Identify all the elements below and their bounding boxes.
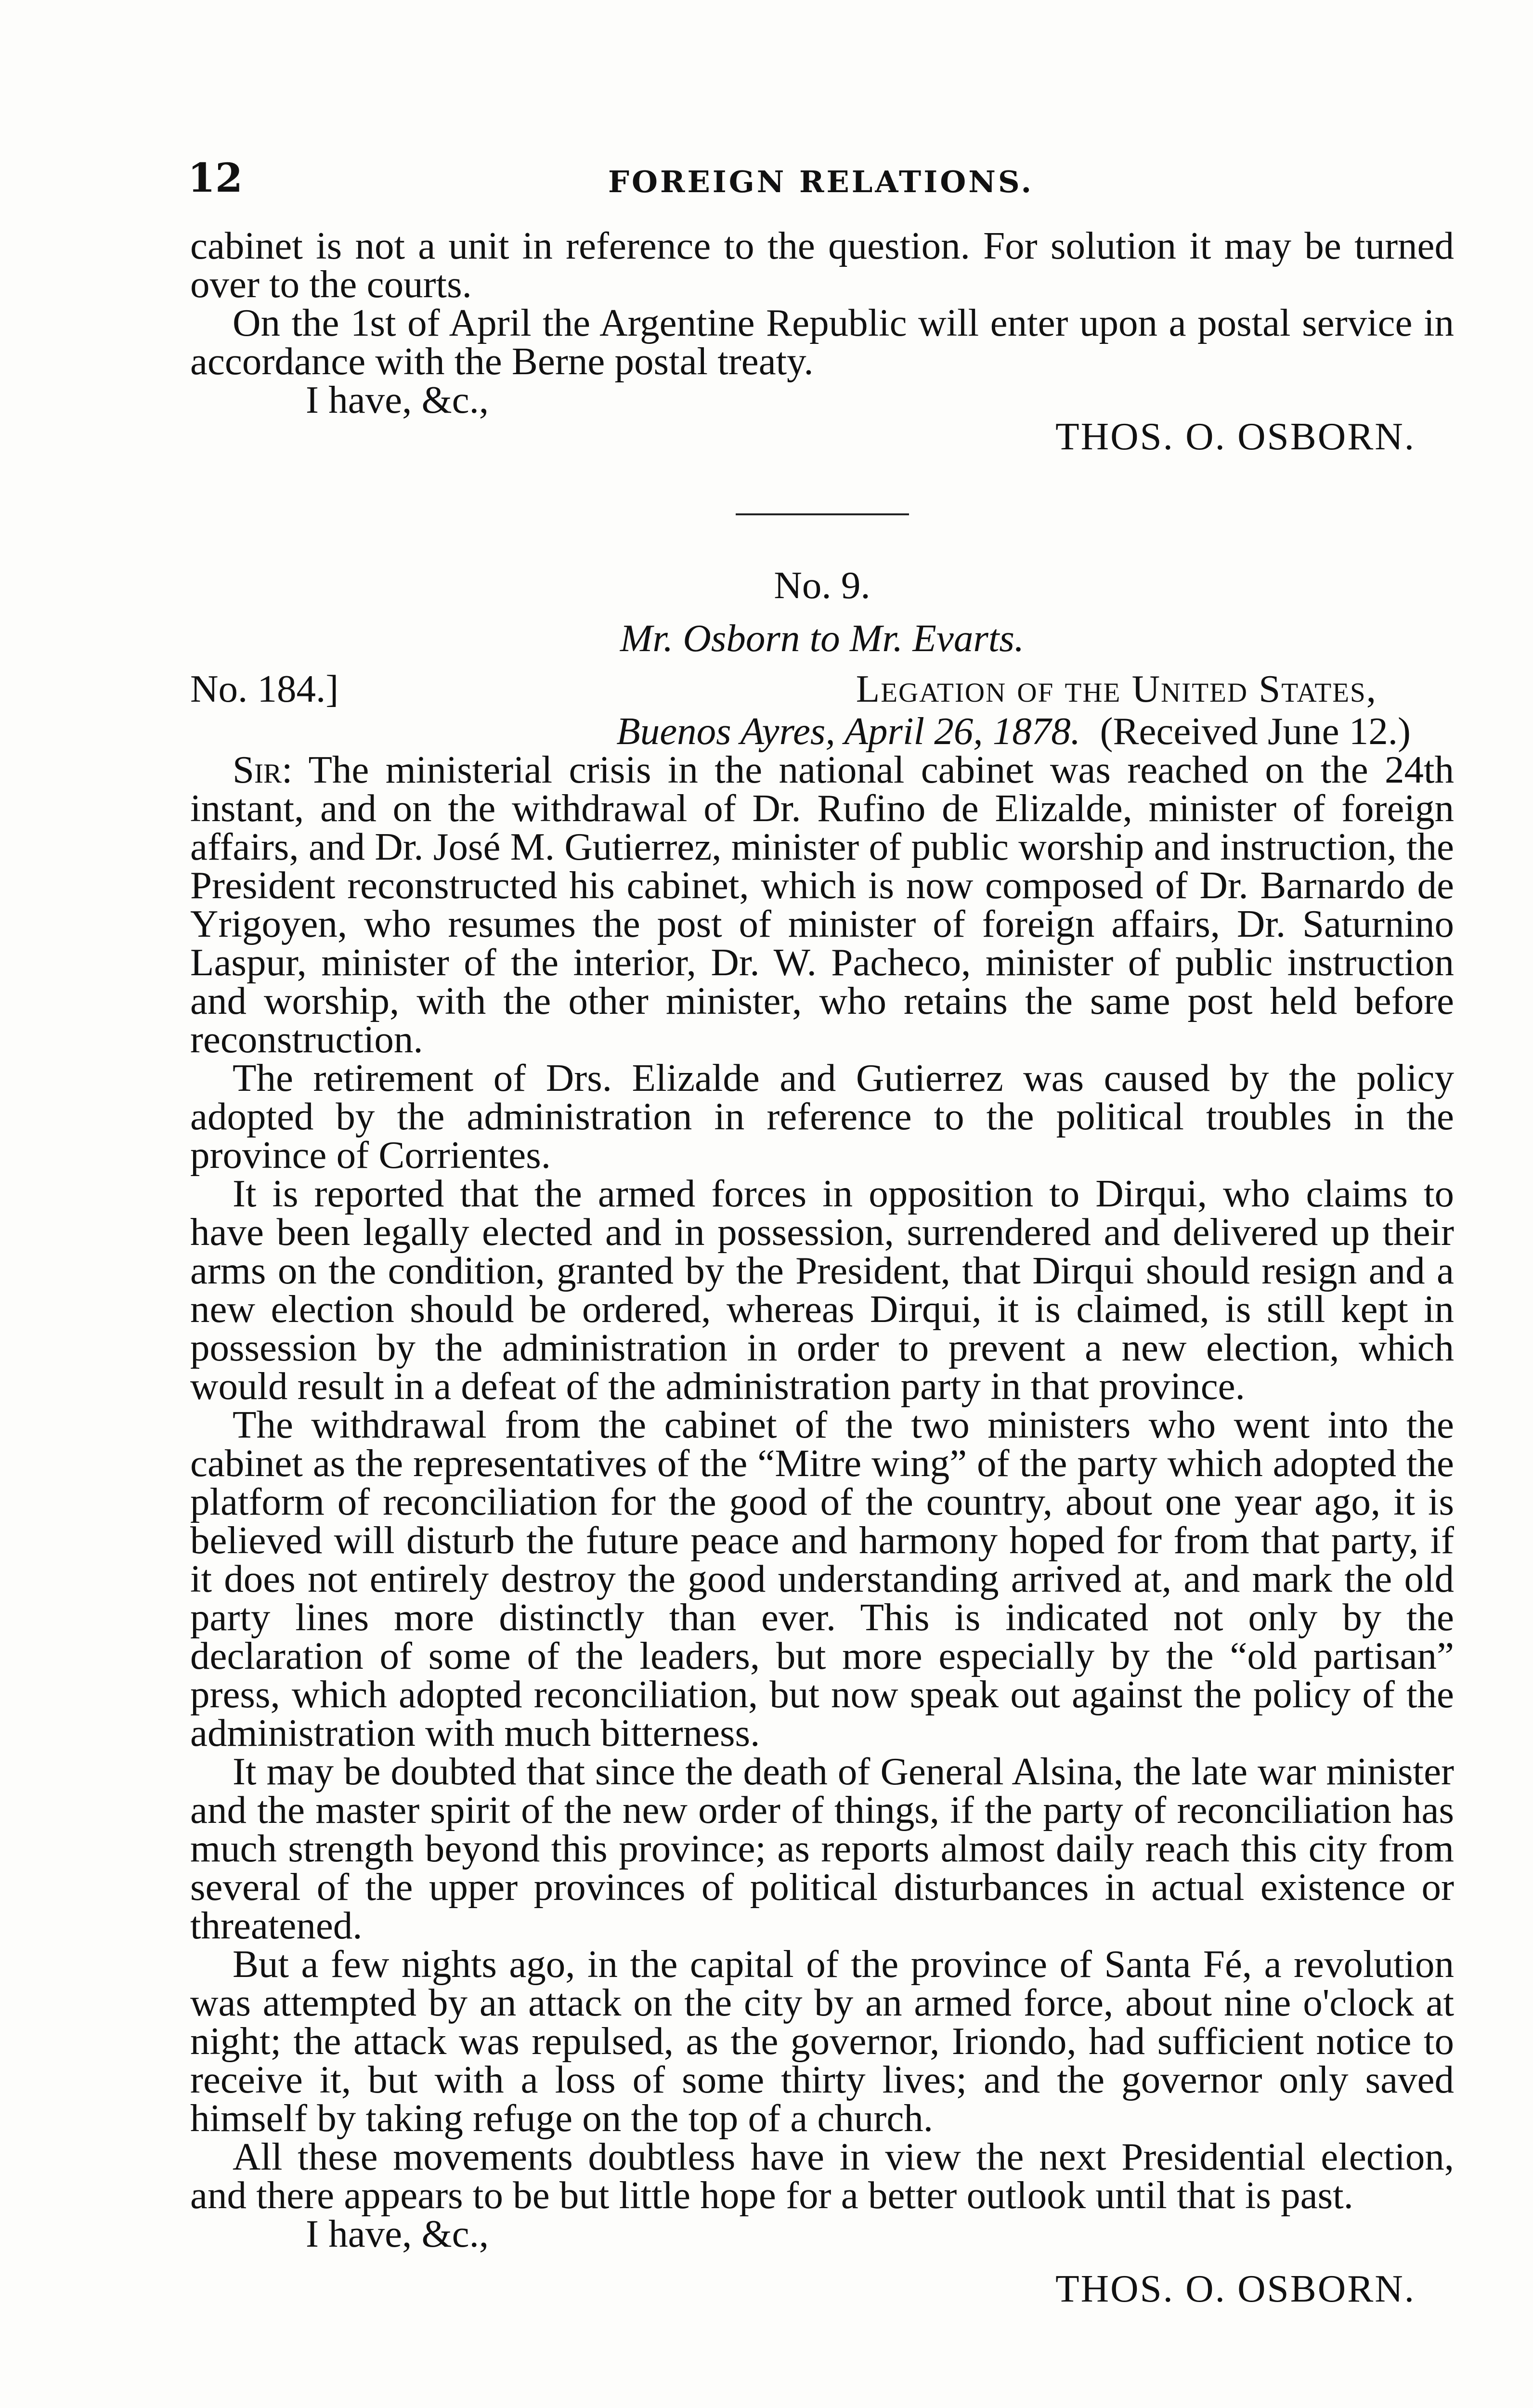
place-date: Buenos Ayres, April 26, 1878.: [616, 709, 1080, 753]
body-paragraph: The withdrawal from the cabinet of the two ministers who went into the cabinet as the representatives of the “Mitre wing” of the party which adopted the platform of reconciliation for the good of the country, about one year ago, it is believed will disturb the future peace and harmony hoped for from that party, if it does not entirely destroy the good understanding arrived at, and mark the old party lines more distinctly than ever. This is indicated not only by the declaration of some of the leaders, but more especially by the “old partisan” press, which adopted reconciliation, but now speak out against the policy of the administration with much bitterness.: [190, 1403, 1454, 1754]
closing-line: I have, &c.,: [306, 2212, 489, 2255]
signature: THOS. O. OSBORN.: [1055, 2267, 1416, 2310]
legation-line: Legation of the United States,: [856, 667, 1377, 710]
body-paragraph: On the 1st of April the Argentine Republic will enter upon a postal service in accordance with the Berne postal treaty.: [190, 301, 1454, 383]
paragraph-text: The ministerial crisis in the national cabinet was reached on the 24th instant, and on the withdrawal of Dr. Rufino de Elizalde, minister of foreign affairs, and Dr. José M. Gutierrez, minister of public worship and instruction, the President reconstructed his cabinet, which is now composed of Dr. Barnardo de Yrigoyen, who resumes the post of minister of foreign affairs, Dr. Saturnino Laspur, minister of the interior, Dr. W. Pacheco, minister of public instruction and worship, with the other minister, who retains the same post held before reconstruction.: [190, 748, 1454, 1061]
body-paragraph: It is reported that the armed forces in opposition to Dirqui, who claims to have been legally elected and in possession, surrendered and delivered up their arms on the condition, granted by the President, that Dirqui should resign and a new election should be ordered, whereas Dirqui, it is claimed, is still kept in possession by the administration in order to prevent a new election, which would result in a defeat of the administration party in that province.: [190, 1172, 1454, 1408]
received-date: (Received June 12.): [1100, 709, 1411, 753]
despatch-heading: [190, 669, 1454, 712]
signature: THOS. O. OSBORN.: [1055, 415, 1416, 458]
body-paragraph: But a few nights ago, in the capital of the province of Santa Fé, a revolution was attempted by an attack on the city by an armed force, about nine o'clock at night; the attack was repulsed, as the governor, Iriondo, had sufficient notice to receive it, but with a loss of some thirty lives; and the governor only saved himself by taking refuge on the top of a church.: [190, 1942, 1454, 2140]
page-header: [188, 154, 1454, 207]
running-head: FOREIGN RELATIONS.: [608, 164, 1034, 199]
document-number: No. 9.: [774, 563, 870, 607]
body-paragraph: cabinet is not a unit in reference to the question. For solution it may be turned over to the courts.: [190, 224, 1454, 306]
section-divider: [736, 513, 909, 515]
body-paragraph: All these movements doubtless have in view the next Presidential election, and there appears to be but little hope for a better outlook until that is past.: [190, 2135, 1454, 2217]
body-paragraph: The retirement of Drs. Elizalde and Gutierrez was caused by the policy adopted by the administration in reference to the political troubles in the province of Corrientes.: [190, 1056, 1454, 1177]
body-paragraph: It may be doubted that since the death of General Alsina, the late war minister and the master spirit of the new order of things, if the party of reconciliation has much strength beyond this province; as reports almost daily reach this city from several of the upper provinces of political disturbances in actual existence or threatened.: [190, 1750, 1454, 1947]
dateline: [190, 709, 1454, 753]
document-title: Mr. Osborn to Mr. Evarts.: [620, 616, 1025, 660]
page-number: 12: [188, 155, 243, 201]
salutation: Sir:: [233, 748, 293, 791]
despatch-number: No. 184.]: [190, 667, 339, 710]
closing-line: I have, &c.,: [306, 378, 489, 421]
page-body: [190, 226, 1454, 2308]
body-paragraph: [190, 750, 1454, 1059]
